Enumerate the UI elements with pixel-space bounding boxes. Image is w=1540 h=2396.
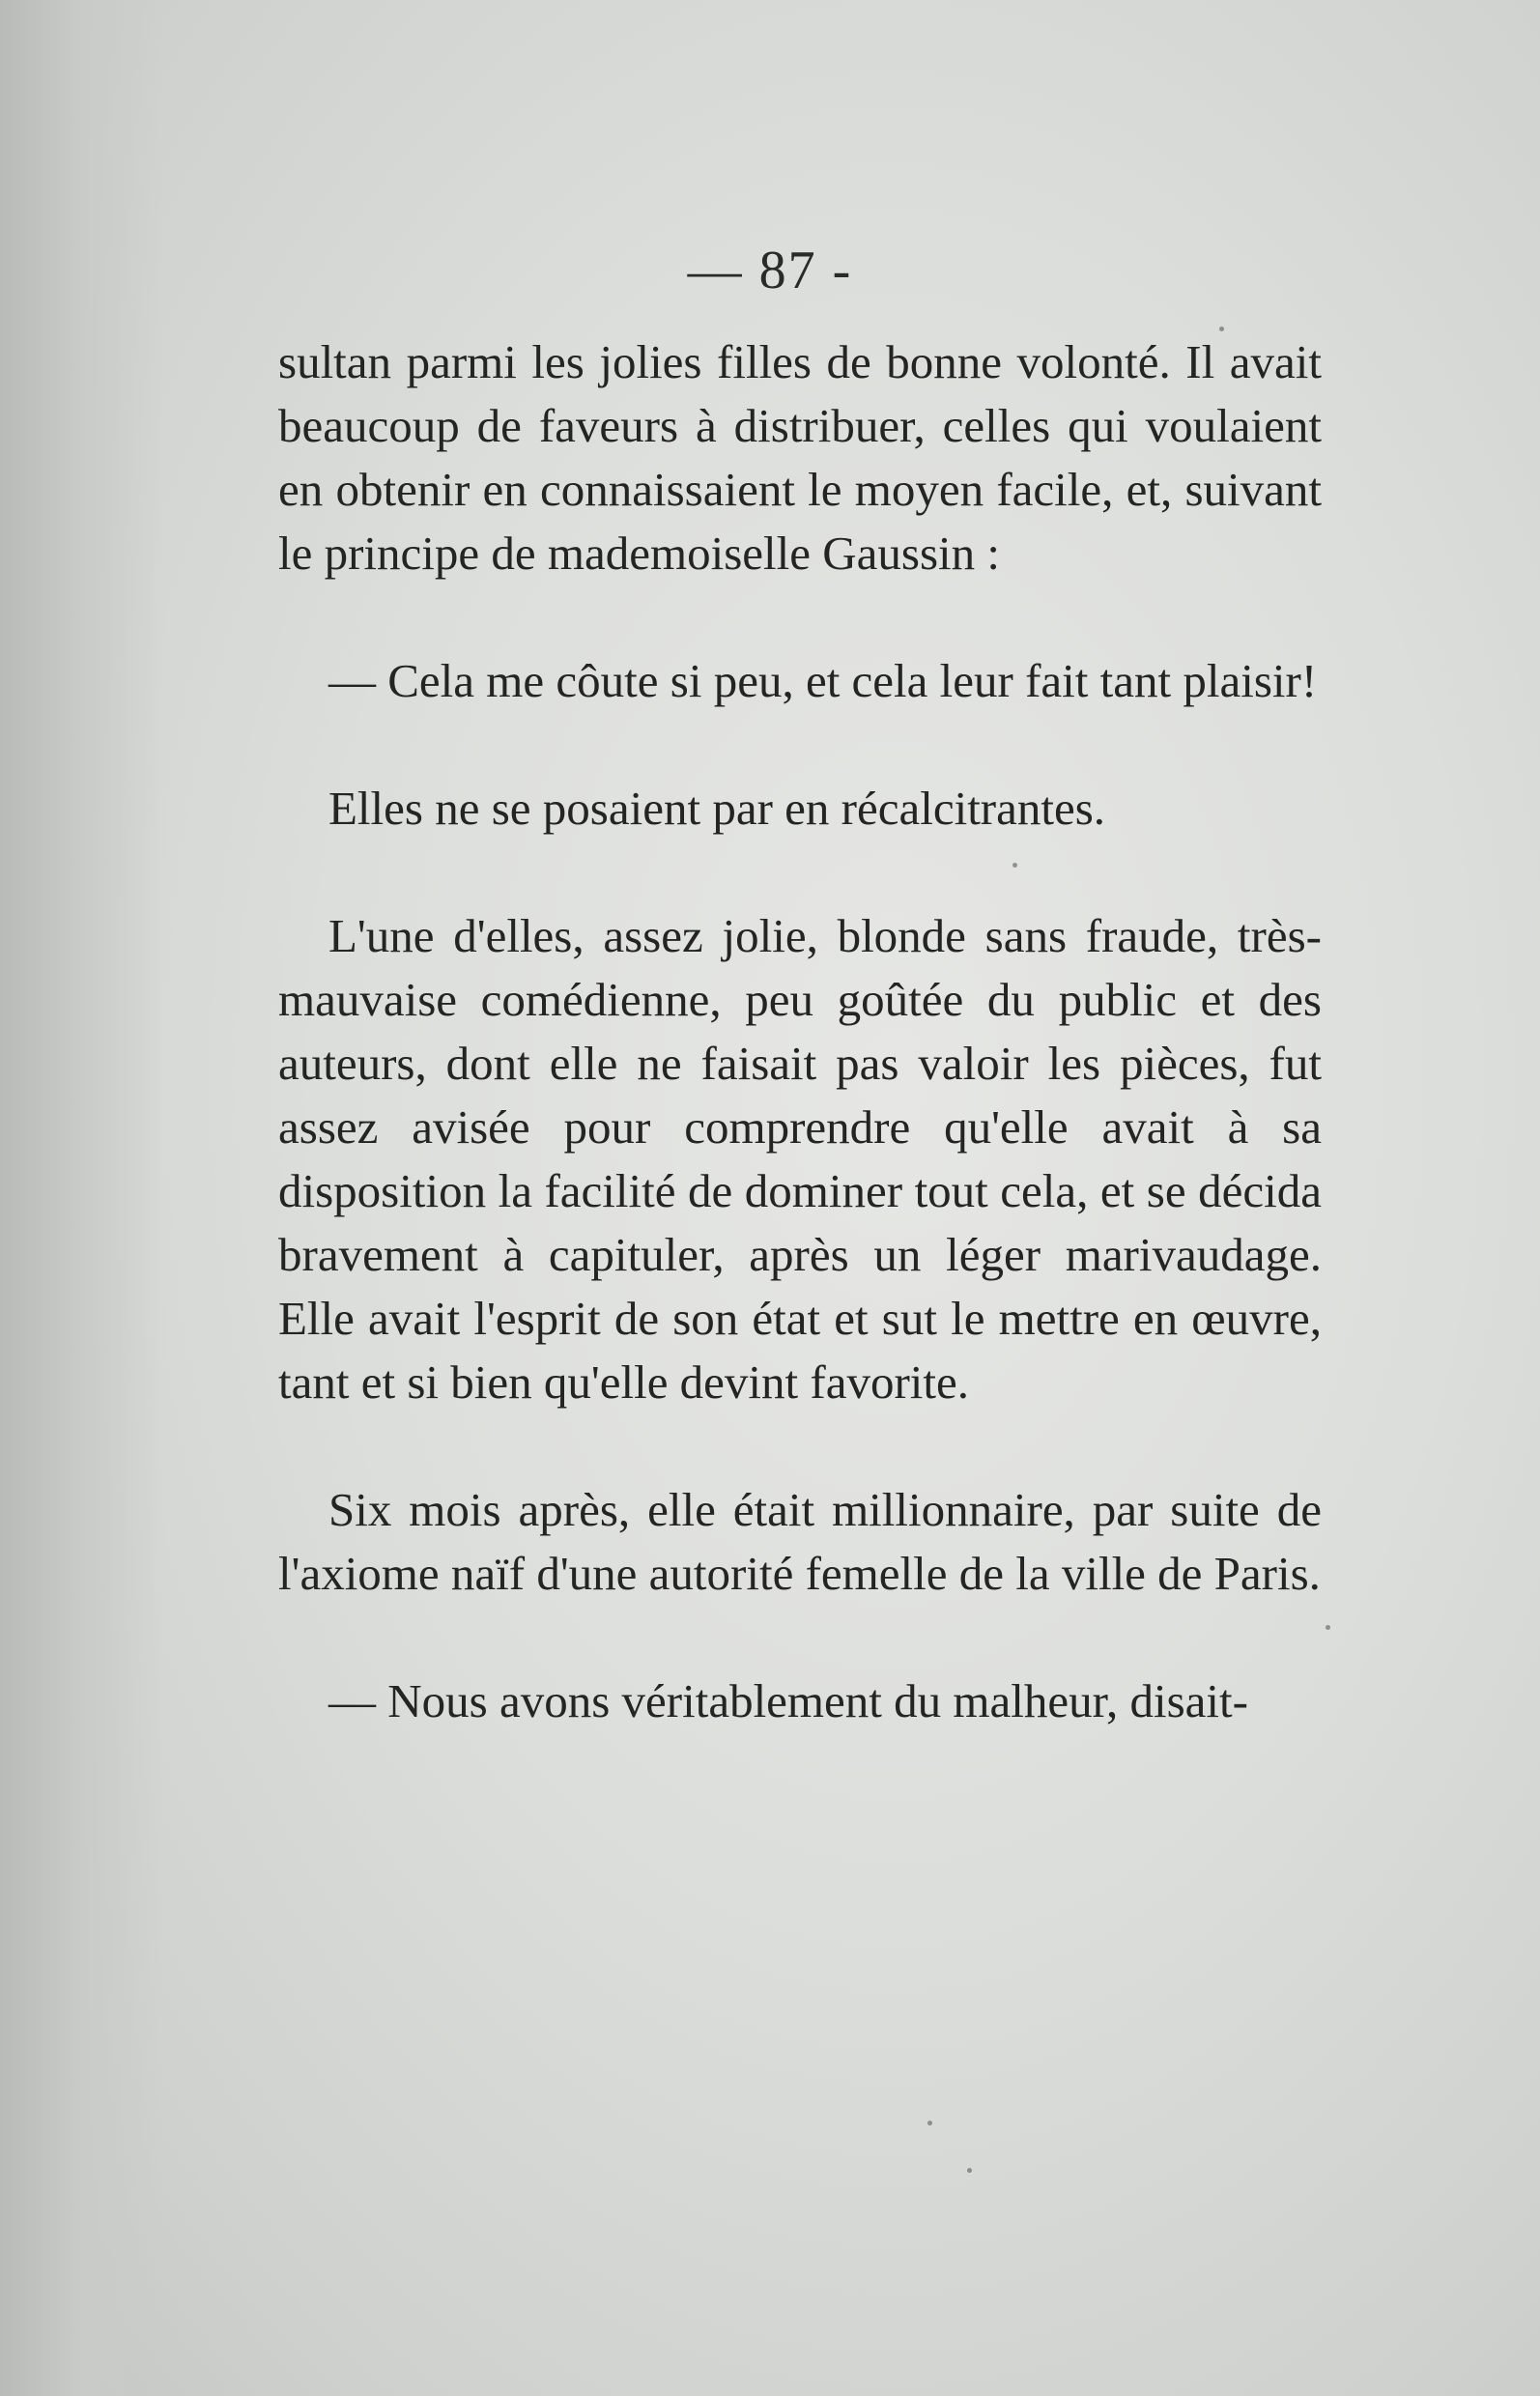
- binding-shadow: [0, 0, 164, 2396]
- paper-speck: [967, 2168, 972, 2173]
- paper-speck: [1012, 863, 1017, 868]
- paper-speck: [1326, 1625, 1330, 1630]
- paper-speck: [927, 2121, 932, 2125]
- paragraph-3: Elles ne se posaient par en récalcitrantes.: [328, 782, 1106, 835]
- page-number-header: — 87 -: [687, 241, 853, 300]
- paper-speck: [1219, 327, 1224, 331]
- paragraph-4: L'une d'elles, assez jolie, blonde sans fraude, très-mauvaise comédienne, peu goûtée du public et des auteurs, dont elle ne faisait pas valoir les pièces, fut assez avisée pour comprendre qu'elle avait à sa disposition la facilité de dominer tout cela, et se décida bravement à capituler, après un léger marivaudage. Elle avait l'esprit de son état et sut le mettre en œuvre, tant et si bien qu'elle devint favorite.: [278, 909, 1322, 1409]
- body-text: [278, 330, 1322, 1797]
- paragraph-2: — Cela me côute si peu, et cela leur fait tant plaisir!: [328, 654, 1318, 707]
- paragraph-1: sultan parmi les jolies filles de bonne volonté. Il avait beaucoup de faveurs à distribuer, celles qui voulaient en obtenir en connaissaient le moyen facile, et, suivant le principe de mademoiselle Gaussin :: [278, 335, 1322, 580]
- paragraph-5: Six mois après, elle était millionnaire, par suite de l'axiome naïf d'une autorité femelle de la ville de Paris.: [278, 1483, 1322, 1600]
- paragraph-6: — Nous avons véritablement du malheur, disait-: [328, 1674, 1248, 1727]
